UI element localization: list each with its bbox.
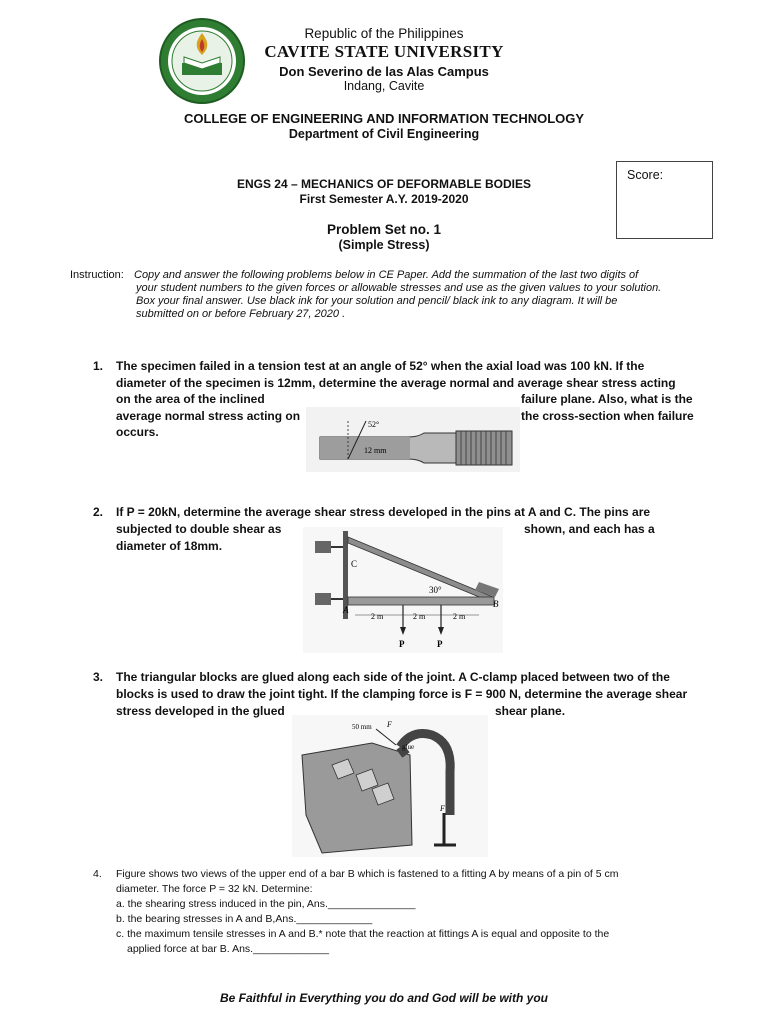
problem-2-angle-label: 30°	[429, 585, 442, 595]
problem-4-line-2: diameter. The force P = 32 kN. Determine:	[116, 883, 313, 895]
problem-3-glue-label: glue	[402, 743, 415, 751]
problem-2-label-b: B	[493, 599, 499, 609]
problem-2-dim-1: 2 m	[371, 612, 384, 621]
problem-2-label-c: C	[351, 559, 358, 569]
college-name: COLLEGE OF ENGINEERING AND INFORMATION TECHNOLOGY	[183, 111, 585, 126]
semester: First Semester A.Y. 2019-2020	[299, 192, 469, 206]
problem-3-force-label-1: F	[387, 720, 392, 729]
problem-3-line-3b: shear plane.	[495, 704, 566, 718]
problem-1-diameter-label: 12 mm	[364, 446, 387, 455]
problem-4-number: 4.	[93, 868, 102, 880]
problem-3-line-1: The triangular blocks are glued along each side of the joint. A C-clamp placed between two of the	[116, 670, 670, 684]
instruction-line-3: Box your final answer. Use black ink for your solution and pencil/ black ink to any diagram. It will be	[136, 295, 618, 307]
campus-name: Don Severino de las Alas Campus	[279, 64, 489, 79]
problem-3-dim-label: 50 mm	[352, 723, 372, 731]
problem-2-line-1: If P = 20kN, determine the average shear stress developed in the pins at A and C. The pins are	[116, 505, 651, 519]
republic-line: Republic of the Philippines	[304, 26, 464, 41]
problem-1-line-3b: failure plane. Also, what is the	[521, 392, 693, 406]
problem-set-title: Problem Set no. 1	[326, 222, 442, 237]
score-label: Score:	[627, 168, 664, 182]
problem-4-item-c-line-2: applied force at bar B. Ans._____________	[127, 943, 329, 955]
problem-set-topic: (Simple Stress)	[338, 238, 430, 252]
problem-1-line-1: The specimen failed in a tension test at an angle of 52° when the axial load was 100 kN. If the	[116, 359, 645, 373]
problem-4-item-a: a. the shearing stress induced in the pin, Ans._______________	[116, 898, 416, 910]
problem-2-dim-2: 2 m	[413, 612, 426, 621]
problem-2-label-a: A	[343, 605, 349, 615]
problem-2-load-p2: P	[437, 639, 443, 649]
problem-2-line-2b: shown, and each has a	[524, 522, 655, 536]
problem-1-line-2: diameter of the specimen is 12mm, determine the average normal and average shear stress acting	[116, 376, 676, 390]
department-name: Department of Civil Engineering	[288, 127, 480, 141]
problem-2-load-p1: P	[399, 639, 405, 649]
footer-motto: Be Faithful in Everything you do and God will be with you	[219, 991, 548, 1005]
problem-1-angle-label: 52°	[368, 420, 380, 429]
problem-3-line-3a: stress developed in the glued	[116, 704, 285, 718]
problem-4-line-1: Figure shows two views of the upper end of a bar B which is fastened to a fitting A by means of a pin of 5 cm	[116, 868, 619, 880]
problem-1-line-4b: the cross-section when failure	[521, 409, 694, 423]
problem-1-specimen-figure	[306, 407, 520, 472]
problem-3-number: 3.	[93, 670, 104, 684]
problem-4-item-c-line-1: c. the maximum tensile stresses in A and B.* note that the reaction at fittings A is equal and opposite to the	[116, 928, 610, 940]
problem-1-line-5: occurs.	[116, 425, 159, 439]
course-title: ENGS 24 – MECHANICS OF DEFORMABLE BODIES	[236, 177, 532, 191]
problem-3-clamp-figure	[292, 715, 488, 857]
problem-2-line-3: diameter of 18mm.	[116, 539, 223, 553]
problem-3-force-label-2: F	[440, 804, 445, 813]
instruction-line-1: Copy and answer the following problems below in CE Paper. Add the summation of the last two digits of	[134, 269, 639, 281]
problem-4-item-b: b. the bearing stresses in A and B,Ans._____________	[116, 913, 373, 925]
problem-2-line-2a: subjected to double shear as	[116, 522, 282, 536]
town-name: Indang, Cavite	[343, 79, 425, 93]
problem-2-dim-3: 2 m	[453, 612, 466, 621]
problem-2-frame-figure	[303, 527, 503, 653]
problem-1-line-4a: average normal stress acting on	[116, 409, 301, 423]
instruction-line-4: submitted on or before February 27, 2020 .	[136, 308, 346, 320]
problem-1-line-3a: on the area of the inclined	[116, 392, 265, 406]
university-name: CAVITE STATE UNIVERSITY	[264, 42, 504, 61]
problem-2-number: 2.	[93, 505, 104, 519]
instruction-label: Instruction:	[70, 269, 124, 281]
problem-3-line-2: blocks is used to draw the joint tight. If the clamping force is F = 900 N, determine the average shear	[116, 687, 688, 701]
problem-1-number: 1.	[93, 359, 104, 373]
instruction-line-2: your student numbers to the given forces or allowable stresses and use as the given values to your solution.	[136, 282, 662, 294]
